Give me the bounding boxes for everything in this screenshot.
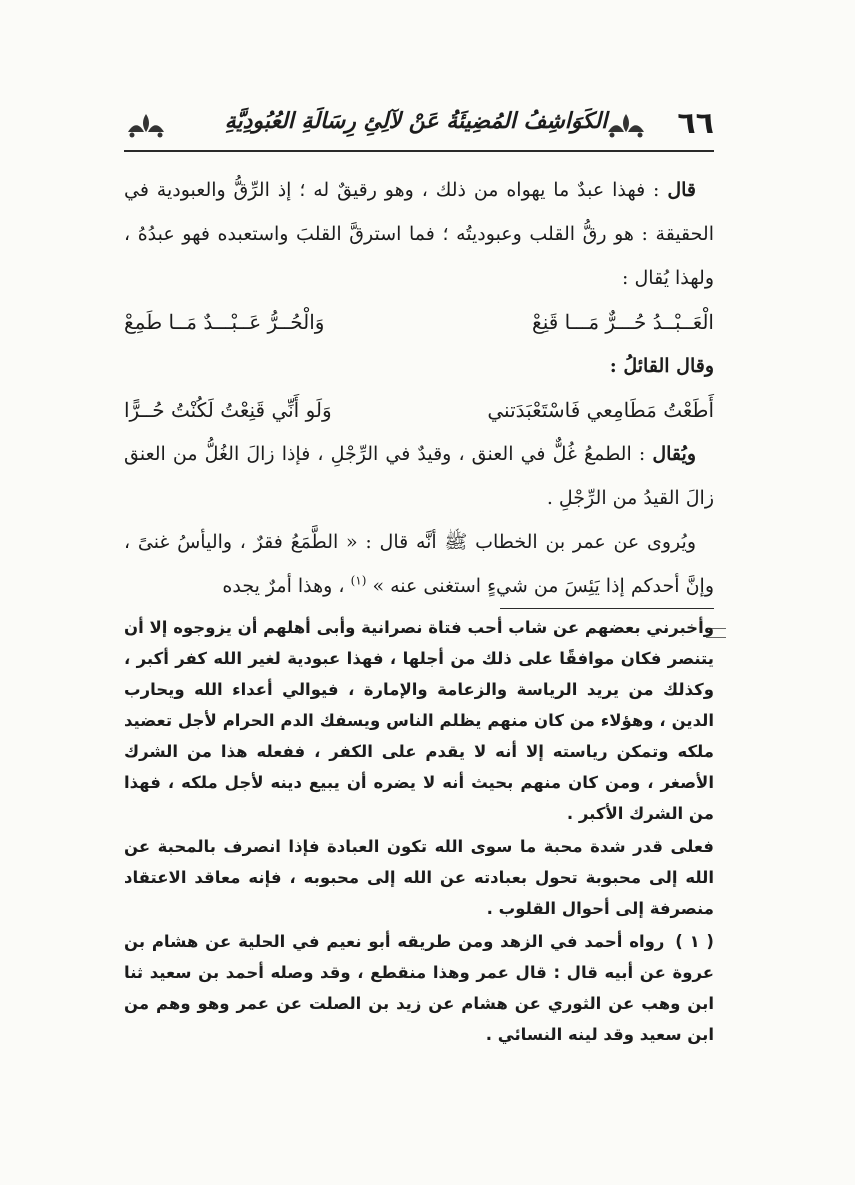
footnote-continuation: وأخبرني بعضهم عن شاب أحب فتاة نصرانية وأبى أهلهم أن يزوجوه إلا أن يتنصر فكان موافقًا على ذلك من أجلها ، فهذا عبودية لغير الله كفر أكبر ، وكذلك من يريد الرياسة والزعامة والإمارة ، فيوالي أعداء الله ويحارب الدين ، وهؤلاء من كان منهم يظلم الناس ويسفك الدم الحرام لأجل تعضيد ملكه وتمكن رياسته إلا أنه لا يقدم على الكفر ، ففعله هذا من الشرك الأصغر ، ومن كان منهم بحيث أنه لا يضره أن يبيع دينه لأجل ملكه ، فهذا من الشرك الأكبر . <box>124 618 714 823</box>
verse-hemistich-right: أَطَعْتُ مَطَامِعي فَاسْتَعْبَدَتني <box>487 398 714 422</box>
paragraph <box>124 432 714 520</box>
header-rule <box>124 150 714 152</box>
footnote-reference[interactable]: (١) <box>350 573 367 588</box>
paragraph-text: ويُروى عن عمر بن الخطاب ﷺ أنَّه قال : « الطَّمَعُ فقرٌ ، واليأسُ غنىً ، وإنَّ أحدكم إذا يَئِسَ من شيءٍ استغنى عنه » <box>124 531 714 597</box>
verse-line <box>124 300 714 344</box>
paragraph-keyword: ويُقال <box>652 443 696 465</box>
footnote <box>124 926 714 1050</box>
paragraph-keyword: قال <box>667 179 696 201</box>
footnotes <box>124 612 714 1052</box>
footnote-continuation: فعلى قدر شدة محبة ما سوى الله تكون العبادة فإذا انصرف بالمحبة عن الله إلى محبوبة تحول بعبادته عن الله إلى محبوبه ، فإنه معاقد الاعتقاد منصرفة إلى أحوال القلوب . <box>124 837 714 918</box>
footnote-number: ( ١ ) <box>675 932 714 951</box>
verse-hemistich-right: الْعَــبْــدُ حُـــرٌّ مَـــا قَنِعْ <box>532 310 714 334</box>
footnote-separator <box>500 608 714 609</box>
page-header <box>124 100 714 156</box>
paragraph-text: : فهذا عبدٌ ما يهواه من ذلك ، وهو رقيقٌ له ؛ إذ الرِّقُّ والعبودية في الحقيقة : هو رقُّ القلب وعبوديتُه ؛ فما استرقَّ القلبَ واستعبده فهو عبدُهُ ، ولهذا يُقال : <box>124 179 714 289</box>
paragraph-text: ، وهذا أمرٌ يجده <box>222 575 345 597</box>
verse-line <box>124 388 714 432</box>
floral-ornament-icon <box>124 110 168 140</box>
verse-hemistich-left: وَالْحُــرُّ عَــبْـــدٌ مَــا طَمِعْ <box>124 310 325 334</box>
running-title: الكَوَاشِفُ المُضِيئَةُ عَنْ لآلِئِ رِسَالَةِ العُبُودِيَّةِ <box>224 108 608 134</box>
page-number: ٦٦ <box>677 106 714 141</box>
paragraph <box>124 168 714 300</box>
speaker-label: وقال القائلُ : <box>609 355 714 377</box>
paragraph-text: : الطمعُ غُلٌّ في العنق ، وقيدٌ في الرِّجْلِ ، فإذا زالَ الغُلُّ من العنق زالَ القيدُ من الرِّجْلِ . <box>124 443 714 509</box>
footnote-text: رواه أحمد في الزهد ومن طريقه أبو نعيم في الحلية عن هشام بن عروة عن أبيه قال : قال عمر وهذا منقطع ، وقد وصله أحمد بن سعيد ثنا ابن وهب عن الثوري عن هشام عن زيد بن الصلت عن عمر وهو وهم من ابن سعيد وقد لينه النسائي . <box>124 932 714 1044</box>
verse-hemistich-left: وَلَو أَنِّي قَنِعْتُ لَكُنْتُ حُــرًّا <box>124 398 332 422</box>
main-text <box>124 168 714 608</box>
paragraph <box>124 520 714 608</box>
